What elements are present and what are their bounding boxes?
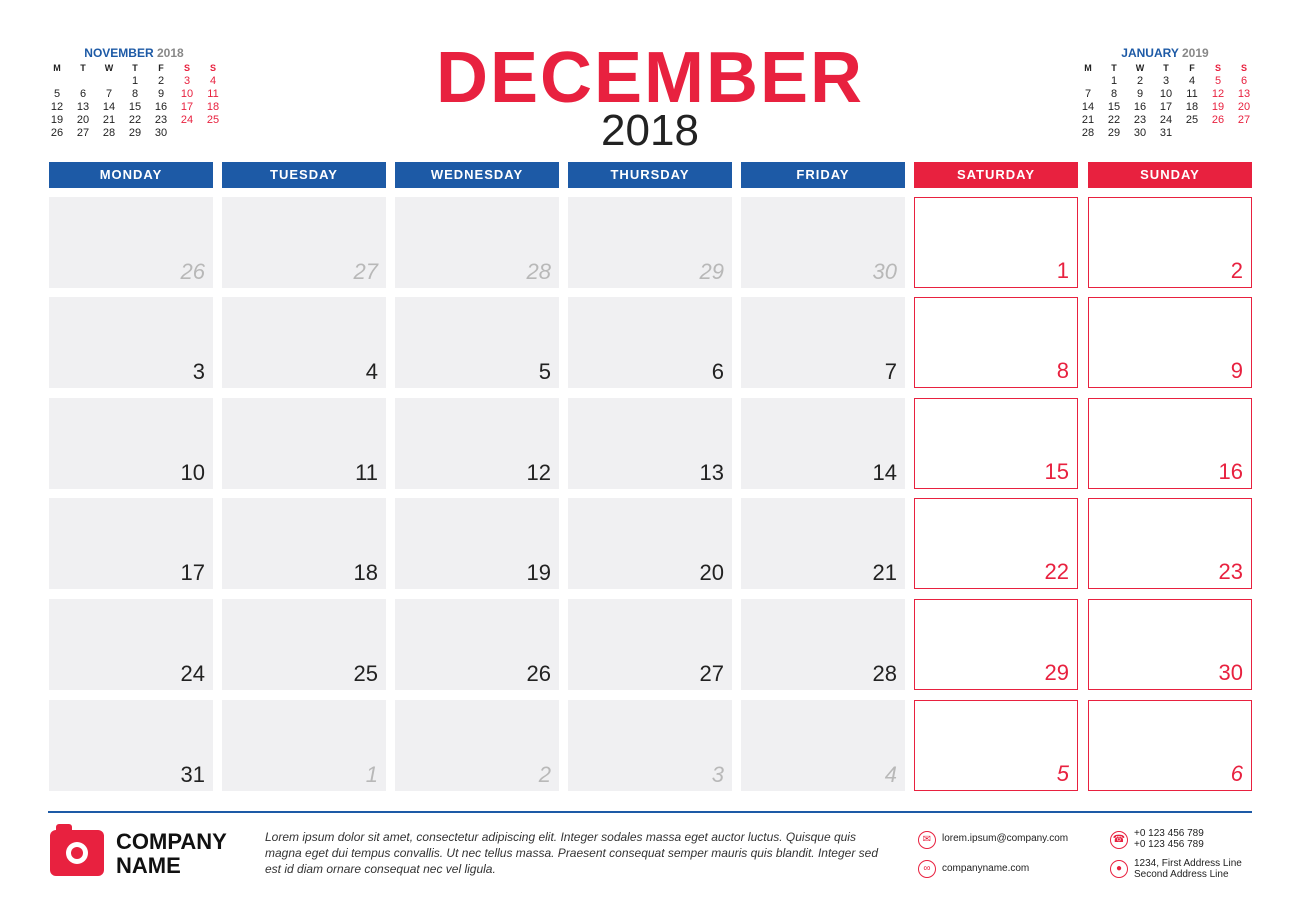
day-cell: [568, 297, 732, 388]
mini-day: 18: [1185, 101, 1199, 113]
mini-weekday-label: W: [104, 63, 114, 73]
day-number: 26: [526, 661, 551, 686]
mini-day: 1: [1110, 75, 1118, 87]
mini-day: 5: [53, 88, 61, 100]
mini-day: 24: [180, 114, 194, 126]
day-number: 9: [1230, 358, 1243, 383]
day-cell: [1088, 498, 1252, 589]
mini-day: 16: [154, 101, 168, 113]
mini-day: 29: [1107, 127, 1121, 139]
mini-day: 10: [1159, 88, 1173, 100]
mini-calendar-title: [44, 46, 224, 62]
day-cell: [741, 398, 905, 489]
day-cell: [395, 398, 559, 489]
day-number: 2: [1230, 258, 1243, 283]
day-number: 5: [1056, 761, 1069, 786]
mini-day: [1075, 75, 1101, 88]
mini-day: 13: [1237, 88, 1251, 100]
mini-day: 3: [1162, 75, 1170, 87]
mini-day: 7: [1084, 88, 1092, 100]
camera-logo-icon: [50, 830, 104, 876]
mini-weekday-label: T: [1163, 63, 1169, 73]
day-cell: [568, 599, 732, 690]
day-number: 3: [192, 359, 205, 384]
day-number: 16: [1218, 459, 1243, 484]
mini-weekday-label: S: [209, 63, 216, 73]
mini-day: 11: [1186, 88, 1198, 100]
mini-day: 25: [1185, 114, 1199, 126]
mini-weekday-label: T: [1111, 63, 1117, 73]
day-cell: [914, 700, 1078, 791]
day-number: 1: [365, 762, 378, 787]
mini-day: 27: [76, 127, 90, 139]
mini-day: 9: [1136, 88, 1144, 100]
mini-weekday-label: S: [1240, 63, 1247, 73]
mini-day: [96, 75, 122, 88]
contact-address-2: Second Address Line: [1134, 869, 1229, 880]
mini-day: 28: [1081, 127, 1095, 139]
mini-day: 7: [105, 88, 113, 100]
day-cell: [395, 297, 559, 388]
day-cell: [741, 498, 905, 589]
phone-icon: ☎: [1110, 831, 1128, 849]
mini-weekday-label: W: [1135, 63, 1145, 73]
day-number: 25: [353, 661, 378, 686]
mini-weekday-label: T: [80, 63, 86, 73]
day-number: 15: [1044, 459, 1069, 484]
day-number: 29: [1044, 660, 1069, 685]
mini-weekday-label: F: [158, 63, 164, 73]
day-number: 20: [699, 560, 724, 585]
mini-calendar-next: [1075, 46, 1255, 140]
day-cell: [222, 700, 386, 791]
mini-day: 1: [131, 75, 139, 87]
day-cell: [49, 297, 213, 388]
day-cell: [568, 197, 732, 288]
mini-day: 6: [1240, 75, 1248, 87]
mini-day: 21: [102, 114, 116, 126]
day-number: 18: [353, 560, 378, 585]
contact-address-1: 1234, First Address Line: [1134, 858, 1242, 869]
main-month-title: DECEMBER: [435, 38, 865, 118]
mini-day: 19: [50, 114, 64, 126]
contact-website[interactable]: companyname.com: [942, 863, 1030, 874]
day-cell: [49, 700, 213, 791]
contact-phone-1: +0 123 456 789: [1134, 828, 1204, 839]
mini-day: 17: [180, 101, 194, 113]
day-cell: [49, 599, 213, 690]
company-name: [116, 830, 256, 878]
day-cell: [568, 700, 732, 791]
day-number: 28: [526, 259, 551, 284]
mini-day: 2: [1136, 75, 1144, 87]
mini-year: 2019: [1182, 46, 1209, 60]
mini-day: 12: [1211, 88, 1225, 100]
day-cell: [222, 297, 386, 388]
day-number: 7: [884, 359, 897, 384]
location-pin-icon: ●: [1110, 860, 1128, 878]
day-header-friday: FRIDAY: [741, 162, 905, 188]
day-cell: [914, 398, 1078, 489]
mini-day: 14: [1081, 101, 1095, 113]
day-cell: [568, 398, 732, 489]
mini-weekday-label: M: [53, 63, 61, 73]
mini-weekday-label: T: [132, 63, 138, 73]
mini-weekday-label: M: [1084, 63, 1092, 73]
day-number: 19: [526, 560, 551, 585]
day-header-thursday: THURSDAY: [568, 162, 732, 188]
day-number: 28: [872, 661, 897, 686]
day-number: 31: [180, 762, 205, 787]
day-cell: [49, 398, 213, 489]
mini-day: [44, 75, 70, 88]
day-cell: [741, 197, 905, 288]
day-cell: [395, 700, 559, 791]
company-name-line2: NAME: [116, 853, 181, 878]
mini-day: 27: [1237, 114, 1251, 126]
mini-day: 3: [183, 75, 191, 87]
mini-day: 23: [154, 114, 168, 126]
day-number: 29: [699, 259, 724, 284]
email-icon: ✉: [918, 831, 936, 849]
day-number: 6: [1230, 761, 1243, 786]
mini-day: 17: [1159, 101, 1173, 113]
day-cell: [741, 599, 905, 690]
mini-day: 18: [206, 101, 220, 113]
day-cell: [741, 297, 905, 388]
mini-day: [1179, 127, 1205, 140]
mini-day: 8: [1110, 88, 1118, 100]
day-number: 27: [353, 259, 378, 284]
day-number: 1: [1056, 258, 1069, 283]
day-number: 4: [365, 359, 378, 384]
mini-calendar-title: [1075, 46, 1255, 62]
mini-day: 21: [1081, 114, 1095, 126]
day-cell: [914, 297, 1078, 388]
day-number: 22: [1044, 559, 1069, 584]
day-header-wednesday: WEDNESDAY: [395, 162, 559, 188]
day-cell: [395, 599, 559, 690]
day-cell: [914, 498, 1078, 589]
mini-day: 16: [1133, 101, 1147, 113]
day-cell: [222, 197, 386, 288]
mini-day: 9: [157, 88, 165, 100]
mini-day: 10: [180, 88, 194, 100]
mini-weekday-label: F: [1189, 63, 1195, 73]
contact-phones: [1134, 828, 1204, 850]
day-number: 10: [180, 460, 205, 485]
day-number: 26: [180, 259, 205, 284]
mini-calendar-grid: [44, 62, 224, 140]
day-cell: [1088, 700, 1252, 791]
mini-day: 8: [131, 88, 139, 100]
day-number: 11: [355, 460, 378, 485]
mini-day: 28: [102, 127, 116, 139]
day-header-sunday: SUNDAY: [1088, 162, 1252, 188]
mini-day: 22: [128, 114, 142, 126]
day-number: 6: [711, 359, 724, 384]
mini-day: 22: [1107, 114, 1121, 126]
day-cell: [222, 498, 386, 589]
day-number: 12: [526, 460, 551, 485]
mini-day: 5: [1214, 75, 1222, 87]
mini-day: 6: [79, 88, 87, 100]
day-number: 2: [538, 762, 551, 787]
day-cell: [395, 498, 559, 589]
mini-day: 31: [1159, 127, 1173, 139]
day-cell: [1088, 599, 1252, 690]
day-number: 24: [180, 661, 205, 686]
mini-day: [200, 127, 226, 140]
mini-day: 30: [1133, 127, 1147, 139]
day-cell: [395, 197, 559, 288]
day-number: 21: [872, 560, 897, 585]
mini-day: 13: [76, 101, 90, 113]
mini-day: 23: [1133, 114, 1147, 126]
mini-day: [174, 127, 200, 140]
mini-day: 30: [154, 127, 168, 139]
contact-phone-2: +0 123 456 789: [1134, 839, 1204, 850]
mini-day: 15: [128, 101, 142, 113]
contact-email[interactable]: lorem.ipsum@company.com: [942, 833, 1069, 844]
day-number: 5: [538, 359, 551, 384]
day-number: 8: [1056, 358, 1069, 383]
mini-day: 2: [157, 75, 165, 87]
day-number: 27: [699, 661, 724, 686]
day-cell: [914, 197, 1078, 288]
mini-day: 29: [128, 127, 142, 139]
day-cell: [1088, 398, 1252, 489]
mini-day: 24: [1159, 114, 1173, 126]
day-number: 14: [872, 460, 897, 485]
mini-weekday-label: S: [183, 63, 190, 73]
day-number: 30: [1218, 660, 1243, 685]
mini-day: 4: [1188, 75, 1196, 87]
mini-calendar-previous: [44, 46, 224, 140]
main-year: 2018: [601, 106, 699, 155]
contact-address: [1134, 858, 1242, 880]
mini-year: 2018: [156, 46, 184, 60]
day-cell: [1088, 197, 1252, 288]
day-number: 17: [180, 560, 205, 585]
mini-month-name: NOVEMBER: [84, 46, 154, 60]
mini-day: 15: [1107, 101, 1121, 113]
day-number: 23: [1218, 559, 1243, 584]
day-number: 13: [699, 460, 724, 485]
mini-calendar-grid: [1075, 62, 1255, 140]
day-cell: [222, 398, 386, 489]
mini-day: 26: [1211, 114, 1225, 126]
day-number: 4: [884, 762, 897, 787]
mini-day: 4: [209, 75, 217, 87]
mini-day: 20: [76, 114, 90, 126]
day-header-tuesday: TUESDAY: [222, 162, 386, 188]
day-cell: [49, 498, 213, 589]
day-number: 3: [711, 762, 724, 787]
footer-description: Lorem ipsum dolor sit amet, consectetur adipiscing elit. Integer sodales massa eget auctor luctus. Quisque quis magna eget dui tempus convallis. Ut nec tellus massa. Praesent consequat semper mauris quis blandit. Integer sed est id diam ornare consequat nec vel ligula.: [265, 830, 878, 876]
link-icon: ∞: [918, 860, 936, 878]
day-cell: [222, 599, 386, 690]
day-cell: [49, 197, 213, 288]
mini-month-name: JANUARY: [1121, 46, 1179, 60]
company-name-line1: COMPANY: [116, 829, 227, 854]
mini-day: 12: [50, 101, 64, 113]
day-header-monday: MONDAY: [49, 162, 213, 188]
mini-day: 19: [1211, 101, 1225, 113]
footer-divider: [48, 811, 1252, 813]
mini-day: [1205, 127, 1231, 140]
mini-day: 25: [206, 114, 220, 126]
day-cell: [914, 599, 1078, 690]
mini-day: 26: [50, 127, 64, 139]
day-number: 30: [872, 259, 897, 284]
day-header-saturday: SATURDAY: [914, 162, 1078, 188]
mini-day: [1231, 127, 1257, 140]
day-cell: [568, 498, 732, 589]
mini-day: 14: [102, 101, 116, 113]
mini-weekday-label: S: [1214, 63, 1221, 73]
mini-day: 11: [207, 88, 219, 100]
day-cell: [741, 700, 905, 791]
mini-day: 20: [1237, 101, 1251, 113]
day-cell: [1088, 297, 1252, 388]
mini-day: [70, 75, 96, 88]
